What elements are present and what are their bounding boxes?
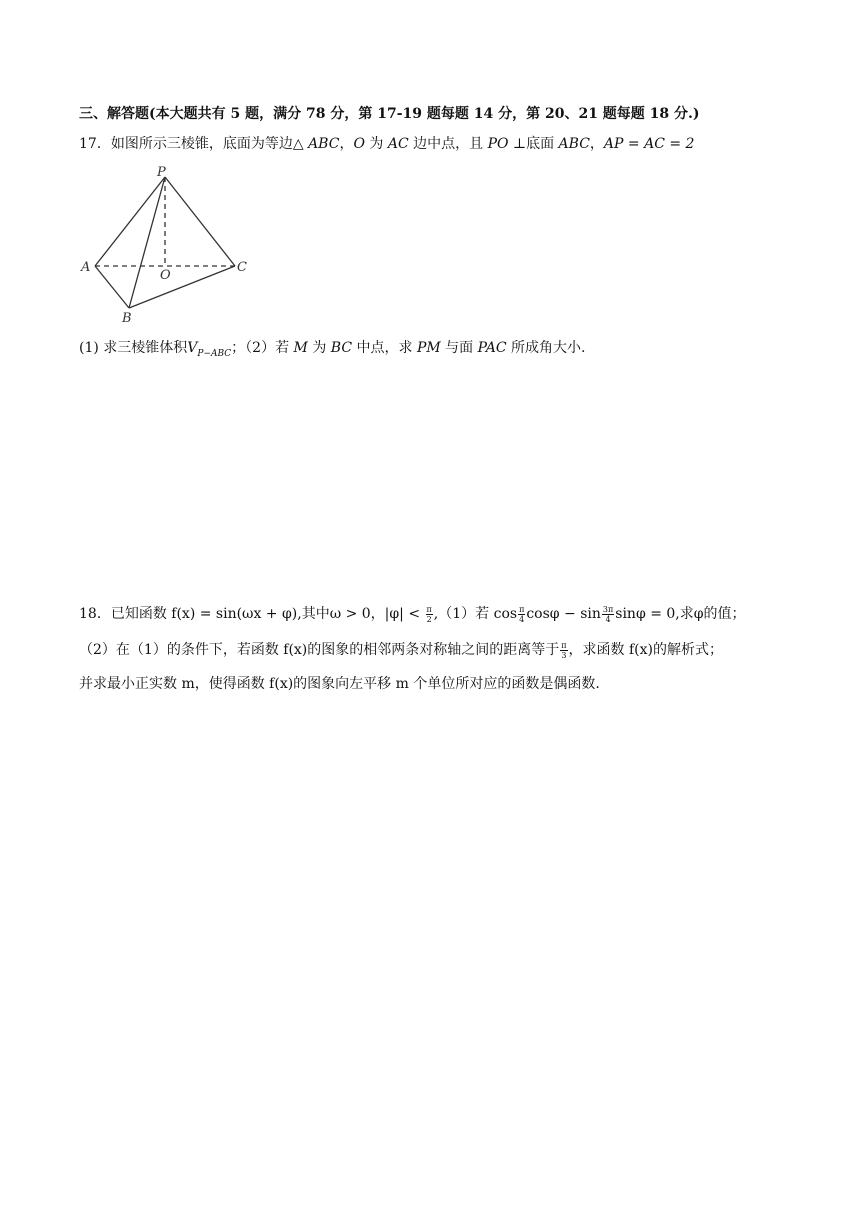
- label-a: A: [81, 260, 91, 275]
- fraction-pi-over-4: $\frac{\pi}{4}$: [519, 604, 525, 624]
- section-title: 三、解答题(本大题共有 5 题，满分 78 分，第 17-19 题每题 14 分，第 20、21 题每题 18 分.): [79, 106, 700, 122]
- q17-stem: 17．如图所示三棱锥，底面为等边△ ABC，O 为 AC 边中点，且 PO ⊥底面 ABC，AP = AC = 2: [79, 136, 695, 152]
- edge-bc: [129, 266, 235, 308]
- label-c: C: [237, 260, 247, 275]
- q17-number: 17．: [79, 136, 111, 152]
- label-p: P: [157, 165, 166, 180]
- edge-pa: [95, 177, 165, 266]
- q18-number: 18．: [79, 606, 111, 622]
- q17-parts: (1) 求三棱锥体积$V_{P-ABC}$；（2）若 M 为 BC 中点，求 PM 与面 PAC 所成角大小.: [79, 340, 586, 359]
- edge-pb: [129, 177, 165, 308]
- fraction-pi-over-3: $\frac{\pi}{3}$: [561, 640, 567, 660]
- edge-ab: [95, 266, 129, 308]
- label-b: B: [122, 311, 132, 326]
- q18-line2: （2）在（1）的条件下，若函数 f(x)的图象的相邻两条对称轴之间的距离等于 $\frac{\pi}{3}$ ，求函数 f(x)的解析式；: [79, 640, 723, 660]
- fraction-pi-over-2: $\frac{\pi}{2}$: [426, 604, 432, 624]
- fraction-3pi-over-4: $\frac{3\pi}{4}$: [602, 604, 614, 624]
- pyramid-figure: [78, 162, 258, 328]
- label-o: O: [160, 268, 171, 283]
- q18-line1: 18．已知函数 f(x) = sin(ωx + φ),其中ω > 0，|φ| < $\frac{\pi}{2}$ ,（1）若 cos $\frac{\pi}{4}$ cosφ − sin $\frac{3\pi}{4}$ sinφ = 0,求φ的值；: [79, 604, 746, 624]
- edge-pc: [165, 177, 235, 266]
- q18-line3: 并求最小正实数 m，使得函数 f(x)的图象向左平移 m 个单位所对应的函数是偶函数.: [79, 676, 600, 692]
